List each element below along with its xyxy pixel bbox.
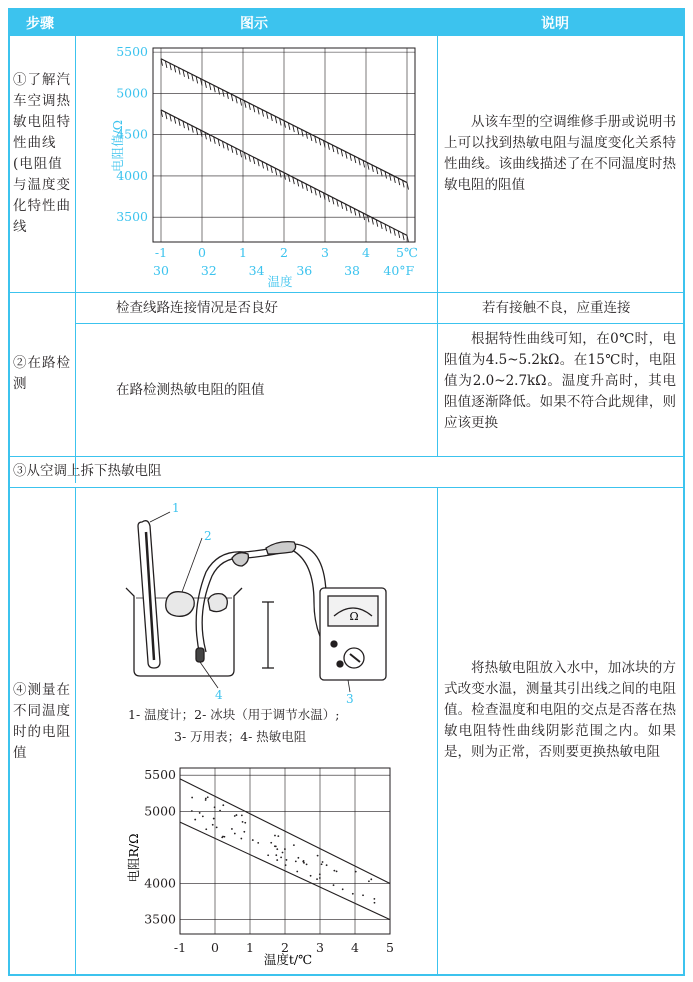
multimeter-terminal bbox=[337, 661, 343, 667]
chart-2-dot bbox=[303, 860, 305, 862]
resistance-curve-chart-2 bbox=[108, 758, 408, 968]
chart-2-dot bbox=[333, 884, 335, 886]
chart-2-dot bbox=[336, 870, 338, 872]
table-border bbox=[8, 974, 685, 976]
chart-2-xtick: 4 bbox=[351, 940, 359, 955]
chart-2-dot bbox=[284, 848, 286, 850]
table-border bbox=[683, 8, 685, 976]
row-divider bbox=[8, 487, 685, 488]
callout-leader bbox=[348, 680, 350, 692]
chart-1-ytick: 5500 bbox=[116, 44, 148, 60]
column-divider bbox=[75, 36, 76, 483]
chart-1-xtick: 5℃ bbox=[396, 245, 418, 260]
chart-1-xtick: 3 bbox=[321, 245, 329, 260]
chart-2-xtick: 5 bbox=[386, 940, 394, 955]
chart-2-dot bbox=[306, 863, 308, 865]
chart-2-dot bbox=[317, 855, 319, 857]
chart-2-dot bbox=[213, 818, 215, 820]
chart-2-dot bbox=[286, 859, 288, 861]
step-1-note: 从该车型的空调维修手册或说明书上可以找到热敏电阻与温度变化关系特性曲线。该曲线描述了在不同温度时热敏电阻的阻值 bbox=[444, 114, 676, 193]
chart-2-dot bbox=[244, 822, 246, 824]
chart-2-dot bbox=[274, 835, 276, 837]
step-1-label: ①了解汽车空调热敏电阻特性曲线(电阻值与温度变化特性曲线 bbox=[13, 72, 71, 235]
chart-1-ylabel: 电阻值/Ω bbox=[110, 119, 125, 173]
chart-2-dot bbox=[191, 797, 193, 799]
chart-2-dot bbox=[285, 864, 287, 866]
connector bbox=[232, 553, 248, 566]
chart-1-xtick-f: 34 bbox=[248, 263, 265, 278]
chart-1-xtick: 2 bbox=[280, 245, 288, 260]
chart-2-dot bbox=[257, 842, 259, 844]
chart-2-dot bbox=[280, 856, 282, 858]
chart-2-dot bbox=[234, 815, 236, 817]
chart-2-dot bbox=[275, 854, 277, 856]
row-divider bbox=[8, 456, 685, 457]
chart-2-xtick: -1 bbox=[173, 940, 187, 955]
connector bbox=[266, 542, 296, 554]
chart-1-xtick: -1 bbox=[154, 245, 168, 260]
chart-2-dot bbox=[240, 838, 242, 840]
chart-2-dot bbox=[295, 861, 297, 863]
illustration-caption-1: 1- 温度计；2- 冰块（用于调节水温）; bbox=[128, 707, 340, 722]
chart-2-ytick: 5500 bbox=[144, 767, 176, 783]
chart-1-ytick: 4500 bbox=[116, 126, 148, 142]
chart-2-dot bbox=[368, 880, 370, 882]
chart-2-dot bbox=[310, 875, 312, 877]
chart-2-dot bbox=[274, 845, 276, 847]
step-3-label: ③从空调上拆下热敏电阻 bbox=[13, 463, 162, 479]
column-divider bbox=[437, 36, 438, 456]
chart-2-dot bbox=[352, 893, 354, 895]
ice-block bbox=[166, 592, 195, 617]
chart-2-dot bbox=[342, 888, 344, 890]
chart-2-ytick: 3500 bbox=[144, 911, 176, 927]
step-2-label: ②在路检测 bbox=[13, 355, 71, 392]
chart-2-dot bbox=[241, 814, 243, 816]
chart-2-dot bbox=[322, 861, 324, 863]
chart-2-xtick: 2 bbox=[281, 940, 289, 955]
chart-2-xlabel: 温度t/℃ bbox=[263, 952, 313, 967]
chart-2-ytick: 4000 bbox=[144, 875, 176, 891]
chart-2-xtick: 0 bbox=[211, 940, 219, 955]
callout-leader bbox=[200, 662, 218, 688]
chart-2-dot bbox=[216, 826, 218, 828]
procedure-table bbox=[8, 8, 685, 976]
ohm-symbol: Ω bbox=[349, 610, 359, 623]
chart-2-dot bbox=[221, 836, 223, 838]
chart-1-xtick: 0 bbox=[198, 245, 206, 260]
chart-2-dot bbox=[191, 810, 193, 812]
chart-2-dot bbox=[202, 815, 204, 817]
chart-1-xtick-f: 40°F bbox=[383, 263, 415, 278]
chart-1-ytick: 3500 bbox=[116, 209, 148, 225]
chart-2-dot bbox=[362, 894, 364, 896]
chart-2-dot bbox=[212, 824, 214, 826]
chart-2-ytick: 5000 bbox=[144, 803, 176, 819]
chart-2-dot bbox=[194, 819, 196, 821]
step-2-check-note: 若有接触不良，应重连接 bbox=[482, 300, 631, 316]
measurement-setup-illustration bbox=[78, 492, 436, 706]
chart-2-dot bbox=[242, 821, 244, 823]
chart-1-xtick-f: 32 bbox=[200, 263, 217, 278]
table-border bbox=[8, 8, 10, 976]
chart-2-dot bbox=[276, 859, 278, 861]
ice-block bbox=[208, 594, 227, 612]
chart-2-dot bbox=[243, 831, 245, 833]
step-2-measure-note: 根据特性曲线可知，在0℃时，电阻值为4.5~5.2kΩ。在15℃时，电阻值为2.0~2.7kΩ。温度升高时，其电阻值逐渐降低。如果不符合此规律，则应该更换 bbox=[444, 331, 676, 431]
chart-2-dot bbox=[276, 848, 278, 850]
chart-2-dot bbox=[282, 852, 284, 854]
chart-2-dot bbox=[236, 814, 238, 816]
chart-2-dot bbox=[277, 835, 279, 837]
chart-1-ytick: 5000 bbox=[116, 85, 148, 101]
chart-2-dot bbox=[319, 877, 321, 879]
callout-leader bbox=[182, 538, 202, 592]
header-note: 说明 bbox=[541, 16, 569, 32]
chart-2-dot bbox=[270, 842, 272, 844]
chart-2-dot bbox=[355, 871, 357, 873]
chart-2-dot bbox=[219, 810, 221, 812]
chart-2-xtick: 3 bbox=[316, 940, 324, 955]
illustration-caption-2: 3- 万用表；4- 热敏电阻 bbox=[174, 729, 307, 744]
chart-2-dot bbox=[234, 833, 236, 835]
chart-2-dot bbox=[222, 804, 224, 806]
step-4-label: ④测量在不同温度时的电阻值 bbox=[13, 682, 71, 761]
header-step: 步骤 bbox=[26, 16, 54, 32]
chart-2-dot bbox=[370, 878, 372, 880]
chart-2-dot bbox=[293, 844, 295, 846]
chart-2-dot bbox=[319, 873, 321, 875]
chart-2-dot bbox=[373, 898, 375, 900]
chart-2-dot bbox=[267, 854, 269, 856]
thermistor bbox=[196, 648, 204, 662]
chart-1-xtick: 1 bbox=[239, 245, 247, 260]
chart-2-dot bbox=[296, 871, 298, 873]
chart-1-xtick-f: 38 bbox=[344, 263, 361, 278]
multimeter-terminal bbox=[331, 641, 337, 647]
chart-2-dot bbox=[205, 798, 207, 800]
chart-2-dot bbox=[326, 864, 328, 866]
chart-2-dot bbox=[321, 863, 323, 865]
callout-1: 1 bbox=[172, 501, 180, 515]
chart-2-dot bbox=[207, 796, 209, 798]
row-divider bbox=[75, 323, 685, 324]
chart-2-dot bbox=[374, 902, 376, 904]
step-4-note: 将热敏电阻放入水中，加冰块的方式改变水温，测量其引出线之间的电阻值。检查温度和电阻的交点是否落在热敏电阻特性曲线阴影范围之内。如果是，则为正常，否则要更换热敏电阻 bbox=[444, 660, 676, 760]
chart-1-ytick: 4000 bbox=[116, 167, 148, 183]
callout-2: 2 bbox=[204, 529, 212, 543]
column-divider bbox=[75, 487, 76, 975]
chart-2-dot bbox=[297, 857, 299, 859]
column-divider bbox=[437, 487, 438, 975]
resistance-curve-chart-1 bbox=[78, 38, 436, 290]
chart-1-xtick-f: 36 bbox=[296, 263, 313, 278]
callout-4: 4 bbox=[215, 688, 223, 702]
chart-2-dot bbox=[205, 828, 207, 830]
chart-1-xtick-f: 30 bbox=[153, 263, 169, 278]
step-2-measure-figure: 在路检测热敏电阻的阻值 bbox=[116, 382, 265, 398]
step-2-check-figure: 检查线路连接情况是否良好 bbox=[116, 300, 278, 316]
callout-leader bbox=[150, 512, 170, 522]
chart-2-dot bbox=[252, 839, 254, 841]
chart-2-dot bbox=[231, 828, 233, 830]
chart-2-ylabel: 电阻R/Ω bbox=[126, 833, 141, 883]
header-figure: 图示 bbox=[240, 16, 268, 32]
chart-2-xtick: 1 bbox=[246, 940, 254, 955]
table-header bbox=[8, 8, 685, 36]
chart-1-xlabel: 温度 bbox=[267, 274, 293, 289]
chart-2-dot bbox=[316, 878, 318, 880]
chart-2-dot bbox=[214, 806, 216, 808]
chart-2-dot bbox=[199, 812, 201, 814]
chart-2-dot bbox=[333, 870, 335, 872]
row-divider bbox=[8, 292, 685, 293]
callout-3: 3 bbox=[346, 692, 354, 706]
chart-1-xtick: 4 bbox=[362, 245, 370, 260]
